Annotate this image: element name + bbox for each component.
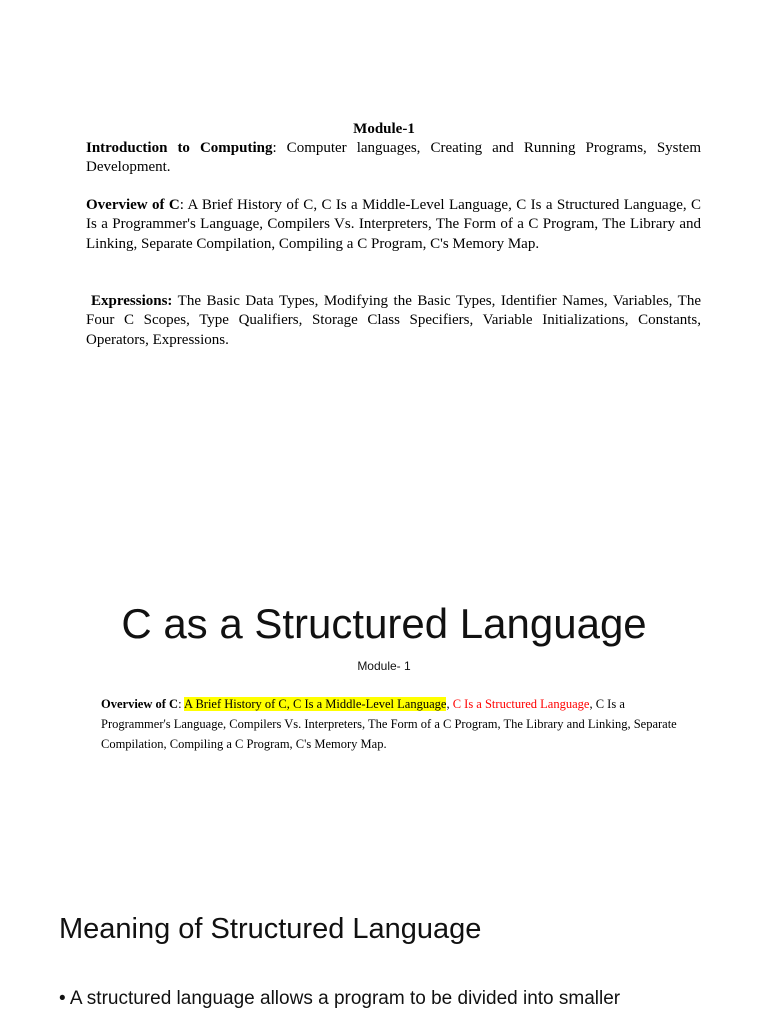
expressions-heading: Expressions: xyxy=(91,293,173,309)
expressions-paragraph xyxy=(86,292,701,350)
bullet-marker: • xyxy=(59,988,66,1009)
overview-heading: Overview of C xyxy=(86,197,180,213)
intro-paragraph xyxy=(86,139,701,178)
slide2-rest-text: , C Is a Programmer's Language, Compilers Vs. Interpreters, The Form of a C Program, The Library and Linking, Separate Compilation, Compiling a C Program, C's Memory Map. xyxy=(101,697,677,751)
expressions-text: The Basic Data Types, Modifying the Basic Types, Identifier Names, Variables, The Four C Scopes, Type Qualifiers, Storage Class Specifiers, Variable Initializations, Constants, Operators, Expressions. xyxy=(86,293,701,348)
overview-text: : A Brief History of C, C Is a Middle-Level Language, C Is a Structured Language, C Is a Programmer's Language, Compilers Vs. Interpreters, The Form of a C Program, The Library and Linking, Separate Compilation, Compiling a C Program, C's Memory Map. xyxy=(86,197,701,252)
slide2-subtitle: Module- 1 xyxy=(357,659,411,673)
intro-text: : Computer languages, Creating and Running Programs, System Development. xyxy=(86,140,701,176)
intro-heading: Introduction to Computing xyxy=(86,140,273,156)
slide3-title: Meaning of Structured Language xyxy=(59,913,482,945)
slide2-overview-heading: Overview of C xyxy=(101,697,179,711)
slide2-overview-paragraph xyxy=(101,695,681,754)
bullet-item xyxy=(59,985,620,1013)
highlighted-text: A Brief History of C, C Is a Middle-Level Language xyxy=(183,697,447,711)
slide2-separator: , xyxy=(446,697,453,711)
overview-paragraph xyxy=(86,196,701,254)
red-emphasis-text: C Is a Structured Language xyxy=(452,697,590,711)
slide2-title: C as a Structured Language xyxy=(121,600,647,647)
slide1-title: Module-1 xyxy=(353,121,415,137)
slide2-colon: : xyxy=(178,697,184,711)
bullet-text: A structured language allows a program to be divided into smaller xyxy=(65,988,621,1009)
